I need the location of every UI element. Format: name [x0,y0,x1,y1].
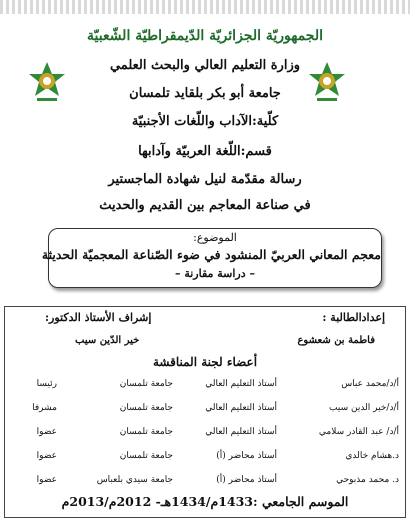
republic-title: الجمهوريّة الجزائريّة الدّيمقراطيّة الشّعبيّة [86,28,323,44]
committee-member [5,379,405,397]
prepared-by-label: إعدادالطالبة : [322,311,385,324]
supervisor-name: خير الدّين سيب [75,335,140,346]
committee-title: أعضاء لجنة المناقشة [152,355,258,369]
member-name: أ/د/ عبد القادر سلامي [318,427,399,437]
supervisor-label: إشراف الأستاذ الدكتور: [45,311,152,324]
member-university: جامعة سيدي بلعباس [96,475,173,485]
member-role: عضوا [36,475,57,485]
member-university: جامعة تلمسان [119,451,173,461]
thesis-subtitle: – دراسة مقارنة – [175,267,255,280]
member-name: د. محمد مذبوحي [336,475,399,485]
topic-box [41,228,382,288]
committee-member [5,451,405,469]
member-role: رئيسا [36,379,57,389]
member-name: أ/د/خير الدين سيب [329,403,399,413]
student-name: فاطمة بن شعشوع [297,335,375,346]
member-role: عضوا [36,427,57,437]
thesis-type: رسالة مقدّمة لنيل شهادة الماجستير [108,172,302,187]
committee-member [5,427,405,445]
faculty-name: كلّية:الآداب واللّغات الأجنبيّة [131,114,279,129]
member-rank: أستاذ محاضر (أ) [216,475,277,485]
university-name: جامعة أبو بكر بلقايد تلمسان [129,86,281,101]
specialty-title: في صناعة المعاجم بين القديم والحديث [99,198,311,213]
member-role: مشرفا [32,403,57,413]
member-name: أ/د/محمد عباس [341,379,399,389]
thesis-title: معجم المعاني العربيّ المنشود في ضوء الصّناعة المعجميّة الحديثة [41,247,381,262]
committee-member [5,475,405,493]
member-rank: أستاذ التعليم العالي [205,379,277,389]
member-university: جامعة تلمسان [119,403,173,413]
department-name: قسم:اللّغة العربيّة وآدابها [138,144,272,159]
member-name: د.هشام خالدي [345,451,399,461]
ministry-title: وزارة التعليم العالي والبحث العلمي [109,58,301,73]
academic-year: الموسم الجامعي :1433م/1434هـ- 2012م/2013م [61,494,349,509]
topic-label: الموضوع: [193,231,237,244]
decorative-border [0,0,410,14]
member-university: جامعة تلمسان [119,427,173,437]
committee-box [4,306,406,518]
member-rank: أستاذ محاضر (أ) [216,451,277,461]
member-university: جامعة تلمسان [119,379,173,389]
member-rank: أستاذ التعليم العالي [205,427,277,437]
committee-member [5,403,405,421]
member-role: عضوا [36,451,57,461]
member-rank: أستاذ التعليم العالي [205,403,277,413]
